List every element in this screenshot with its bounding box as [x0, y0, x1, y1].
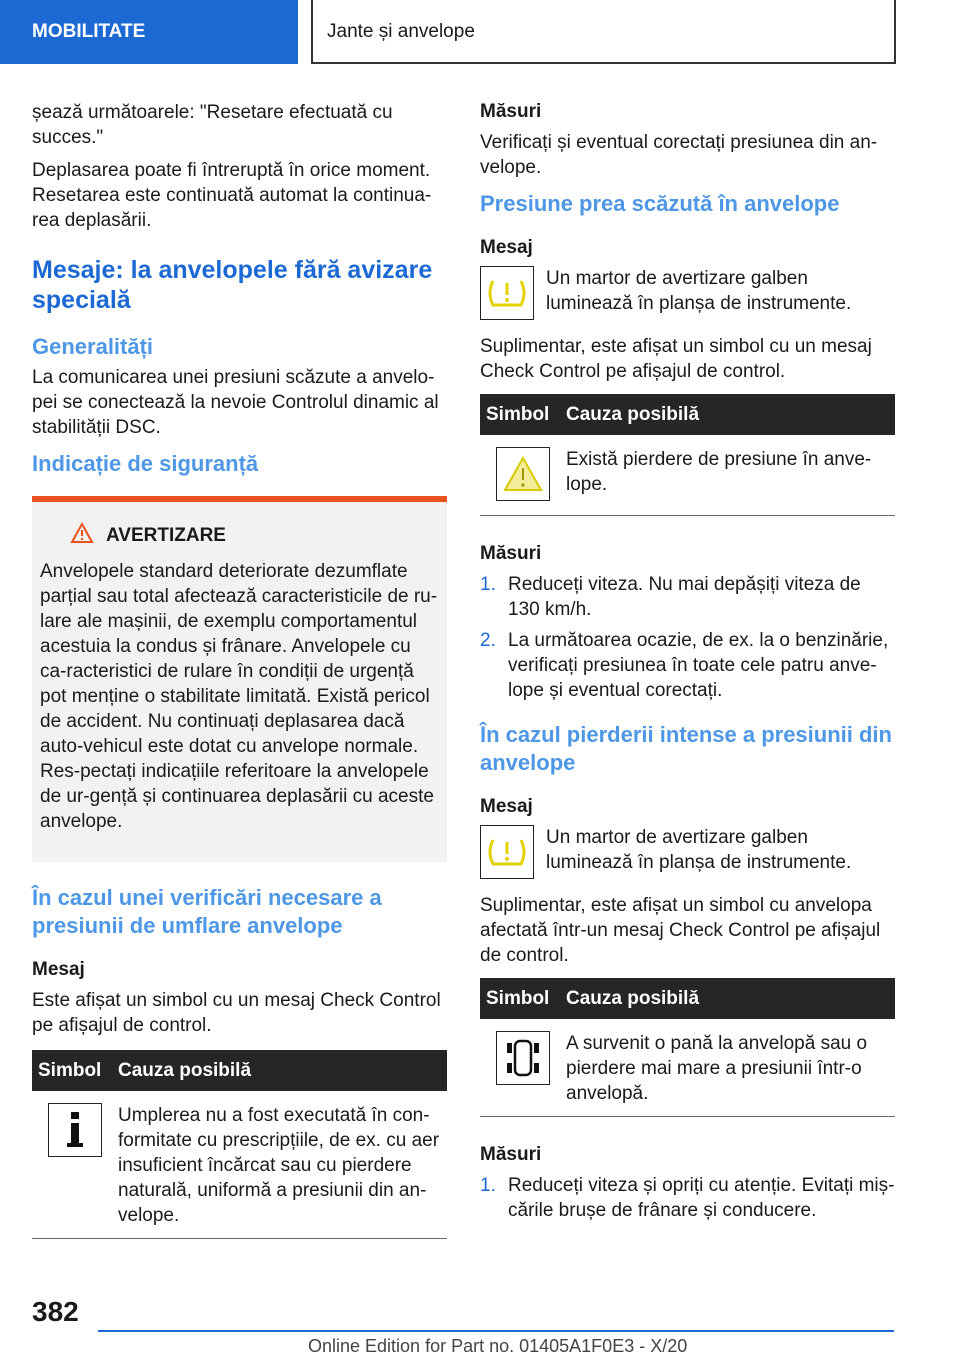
list-number: 1. [480, 574, 496, 595]
heading-general: Generalități [32, 334, 154, 359]
warning-box [32, 502, 447, 862]
mesaj-1-text: Un martor de avertizare galben luminează în planșa de instrumente. [546, 268, 852, 314]
page-number: 382 [32, 1296, 79, 1327]
supplement-text-1: Suplimentar, este afișat un simbol cu un mesaj Check Control pe afișajul de control. [480, 336, 872, 382]
footer-edition: Online Edition for Part no. 01405A1F0E3 - X/20 [308, 1336, 688, 1356]
list-text: La următoarea ocazie, de ex. la o benzinărie, verificați presiunea în toate cele patru anve-lope și eventual corectați. [508, 630, 889, 701]
info-icon [48, 1103, 102, 1157]
table-cell-cause: Există pierdere de presiune în anve-lope. [566, 449, 872, 495]
table-row [32, 1091, 447, 1239]
tire-pressure-warning-icon [480, 825, 534, 879]
list-text: Reduceți viteza și opriți cu atenție. Evitați miș-cările brușe de frânare și conducere. [508, 1175, 895, 1221]
table-header [32, 1050, 447, 1091]
list-item [480, 572, 895, 622]
heading-messages: Mesaje: la anvelopele fără avizare specială [32, 256, 433, 314]
table-header-symbol: Simbol [38, 1059, 102, 1081]
symbol-table-1 [480, 394, 895, 516]
message-row-1 [480, 266, 895, 320]
table-cell-cause: A survenit o pană la anvelopă sau o pierdere mai mare a presiunii într-o anvelopă. [566, 1033, 868, 1104]
heading-mesaj: Mesaj [32, 959, 85, 980]
car-tire-icon [496, 1031, 550, 1085]
symbol-table-2 [480, 978, 895, 1117]
symbol-table [32, 1050, 447, 1239]
chapter-tab: Jante și anvelope [311, 0, 896, 64]
heading-low-pressure: Presiune prea scăzută în anvelope [480, 191, 840, 216]
message-row-2 [480, 825, 895, 879]
tire-pressure-warning-icon [480, 266, 534, 320]
table-header-cause: Cauza posibilă [566, 987, 700, 1009]
list-item [480, 1173, 895, 1223]
warning-title: AVERTIZARE [106, 524, 226, 546]
warning-triangle-icon [70, 522, 94, 549]
table-cell-cause: Umplerea nu a fost executată în con-formitate cu prescripțiile, de ex. cu aer insuficient încărcat sau cu pierdere naturală, uniformă a presiunii din an-velope. [118, 1105, 440, 1226]
table-header-cause: Cauza posibilă [566, 403, 700, 425]
supplement-text-2: Suplimentar, este afișat un simbol cu anvelopa afectată într-un mesaj Check Control pe afișajul de control. [480, 895, 881, 966]
heading-safety: Indicație de siguranță [32, 451, 259, 476]
steps-list-1 [480, 572, 895, 703]
list-item [480, 628, 895, 703]
table-header-symbol: Simbol [486, 403, 550, 425]
mesaj-text: Este afișat un simbol cu un mesaj Check Control pe afișajul de control. [32, 990, 441, 1036]
table-row [480, 1019, 895, 1117]
general-text: La comunicarea unei presiuni scăzute a anvelo-pei se conectează la nevoie Controlul dinamic al stabilității DSC. [32, 367, 439, 438]
heading-mesaj-2: Mesaj [480, 796, 533, 817]
list-number: 1. [480, 1175, 496, 1196]
right-column [480, 100, 895, 1229]
warning-triangle-icon [496, 447, 550, 501]
table-row [480, 435, 895, 516]
left-column [32, 100, 447, 1239]
table-header-symbol: Simbol [486, 987, 550, 1009]
mesaj-2-text: Un martor de avertizare galben luminează în planșa de instrumente. [546, 827, 852, 873]
heading-intense-loss: În cazul pierderii intense a presiunii din anvelope [480, 722, 892, 775]
footer-rule [98, 1330, 894, 1332]
intro-paragraph-2: Deplasarea poate fi întreruptă în orice moment. Resetarea este continuată automat la continua-rea deplasării. [32, 160, 432, 231]
list-text: Reduceți viteza. Nu mai depășiți viteza de 130 km/h. [508, 574, 861, 620]
table-header-cause: Cauza posibilă [118, 1059, 252, 1081]
heading-masuri-3: Măsuri [480, 1144, 542, 1165]
heading-check-pressure: În cazul unei verificări necesare a presiunii de umflare anvelope [32, 885, 382, 938]
list-number: 2. [480, 630, 496, 651]
section-tab: MOBILITATE [0, 0, 298, 64]
heading-masuri: Măsuri [480, 101, 542, 122]
steps-list-2 [480, 1173, 895, 1223]
intro-paragraph-1: șează următoarele: "Resetare efectuată cu succes." [32, 102, 393, 148]
heading-masuri-2: Măsuri [480, 543, 542, 564]
warning-text: Anvelopele standard deteriorate dezumflate parțial sau total afectează caracteristicile de ru-lare ale mașinii, de exemplu comportamentul acestuia la condus și frânare. Anvelopele cu ca-racteristici de rulare în condiții de urgență pot menține o stabilitate limitată. Există pericol de accident. Nu continuați deplasarea dacă auto-vehicul este dotat cu anvelope normale. Res-pectați indicațiile referitoare la anvelopele de ur-gență și continuarea deplasării cu aceste anvelope. [40, 561, 438, 832]
table-header [480, 978, 895, 1019]
masuri-text: Verificați și eventual corectați presiunea din an-velope. [480, 132, 878, 178]
heading-mesaj-1: Mesaj [480, 237, 533, 258]
table-header [480, 394, 895, 435]
